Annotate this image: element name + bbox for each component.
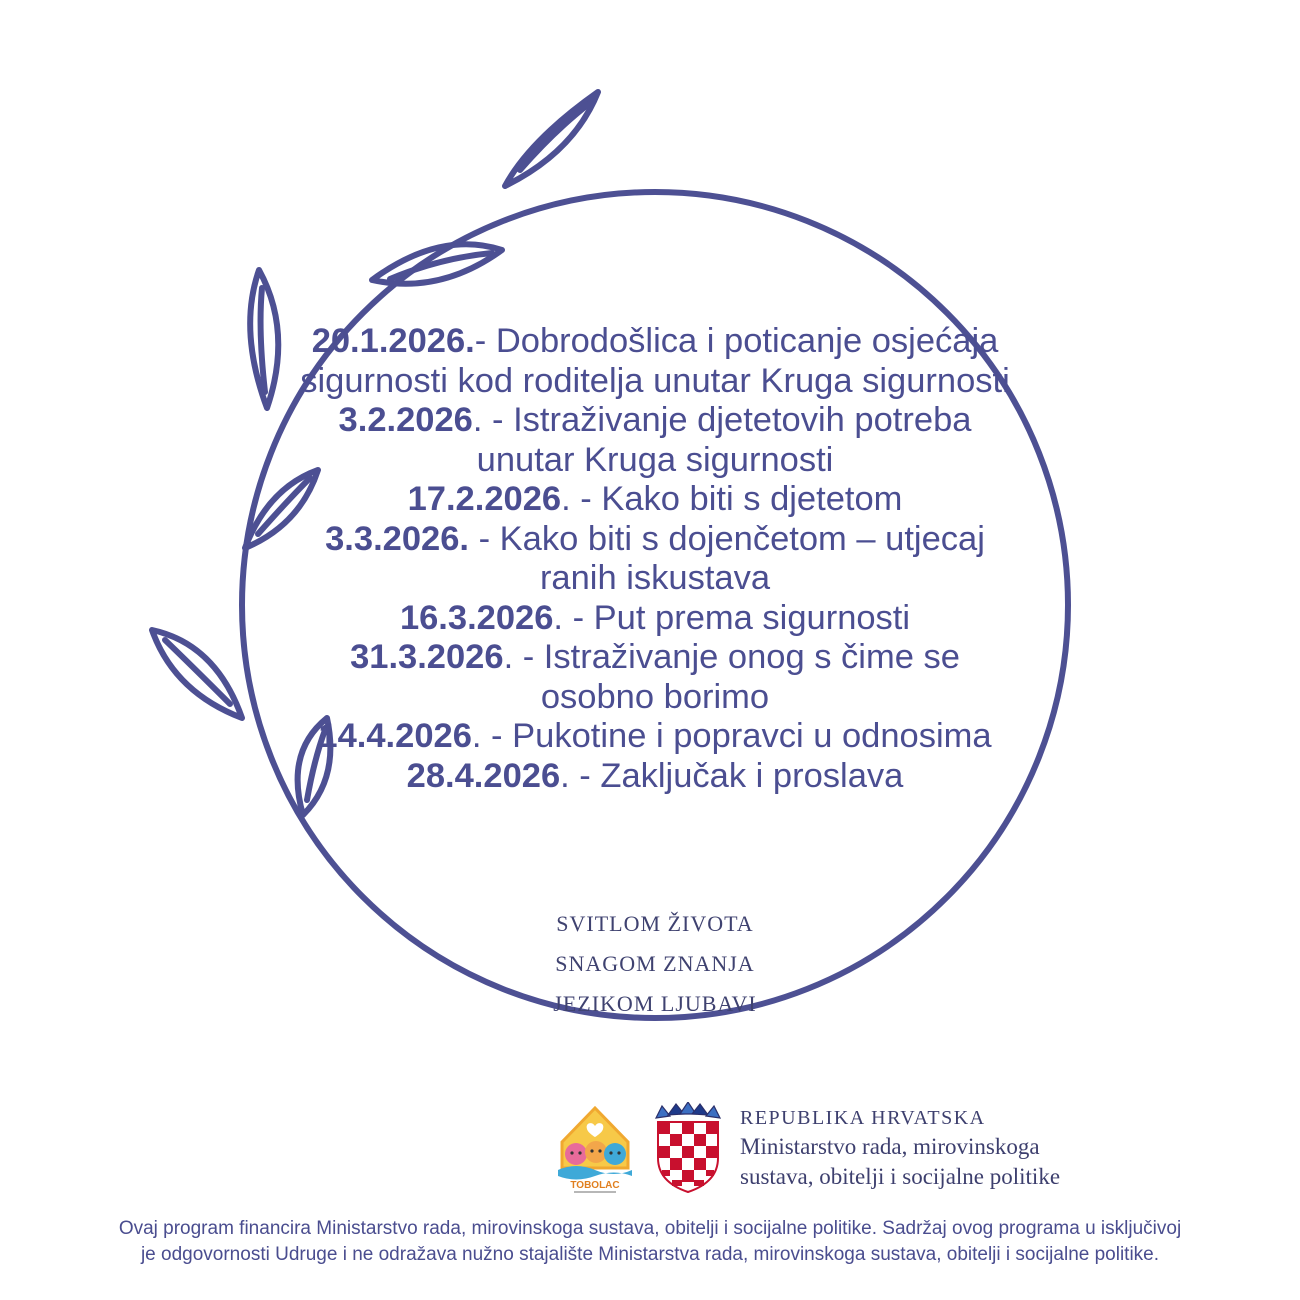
entry-topic: - Dobrodošlica i poticanje osjećaja sigurnosti kod roditelja unutar Kruga sigurnosti — [300, 322, 1010, 400]
schedule-entry — [300, 599, 1010, 639]
schedule-entry — [300, 757, 1010, 797]
entry-date: 20.1.2026. — [311, 322, 475, 360]
entry-date: 3.3.2026. — [325, 519, 470, 558]
ministry-name-line: sustava, obitelji i socijalne politike — [740, 1164, 1061, 1189]
schedule-entry — [300, 401, 1010, 480]
motto-line: SVITLOM ŽIVOTA — [556, 911, 754, 936]
entry-topic: - Kako biti s dojenčetom – utjecaj ranih iskustava — [469, 519, 985, 597]
entry-date: 17.2.2026 — [407, 480, 562, 518]
tobolac-logo-icon — [552, 1098, 638, 1196]
ministry-name-line: Ministarstvo rada, mirovinskoga — [740, 1134, 1040, 1159]
country-name: REPUBLIKA HRVATSKA — [740, 1107, 986, 1129]
schedule-entry — [300, 322, 1010, 401]
schedule-entry — [300, 717, 1010, 757]
entry-date: 16.3.2026 — [399, 598, 554, 637]
tobolac-logo-label: TOBOLAC — [570, 1180, 620, 1191]
entry-topic: . - Zaključak i proslava — [560, 756, 904, 795]
entry-date: 31.3.2026 — [350, 638, 504, 676]
motto — [455, 904, 855, 1024]
motto-line: SNAGOM ZNANJA — [555, 951, 755, 976]
schedule-entry — [300, 520, 1010, 599]
entry-topic: . - Pukotine i popravci u odnosima — [471, 717, 992, 755]
entry-date: 14.4.2026 — [318, 717, 472, 755]
schedule-entry — [300, 638, 1010, 717]
entry-topic: . - Kako biti s djetetom — [561, 480, 903, 518]
workshop-schedule — [300, 322, 1010, 796]
disclaimer-line: Ovaj program financira Ministarstvo rada, mirovinskoga sustava, obitelji i socijalne politike. Sadržaj ovog programa u isključivoj — [118, 1218, 1182, 1239]
croatian-coat-of-arms-icon — [652, 1102, 724, 1194]
disclaimer-line: je odgovornosti Udruge i ne odražava nužno stajalište Ministarstva rada, mirovinskoga sustava, obitelji i socijalne politike. — [140, 1244, 1160, 1265]
entry-topic: . - Istraživanje djetetovih potreba unutar Kruga sigurnosti — [472, 401, 972, 479]
funding-disclaimer — [0, 1216, 1300, 1268]
ministry-block — [740, 1104, 1060, 1192]
entry-topic: . - Istraživanje onog s čime se osobno borimo — [503, 638, 960, 716]
entry-date: 28.4.2026 — [406, 756, 561, 795]
entry-date: 3.2.2026 — [338, 401, 473, 439]
motto-line: JEZIKOM LJUBAVI — [553, 991, 757, 1016]
entry-topic: . - Put prema sigurnosti — [553, 598, 911, 637]
schedule-entry — [300, 480, 1010, 520]
